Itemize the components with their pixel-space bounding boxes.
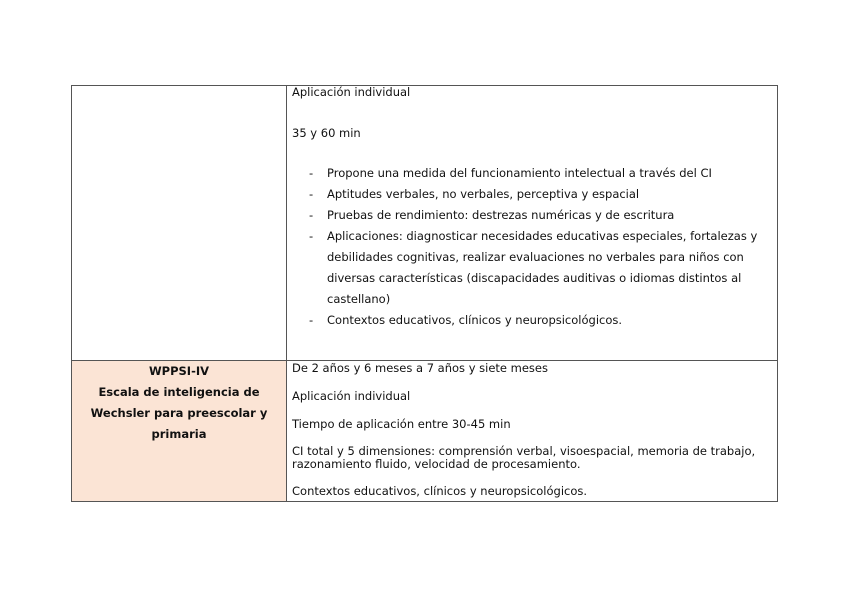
test-description-cell (287, 361, 778, 502)
list-item: - Aptitudes verbales, no verbales, perceptiva y espacial (287, 184, 777, 205)
dimensions: CI total y 5 dimensiones: comprensión verbal, visoespacial, memoria de trabajo, razonamiento fluido, velocidad de procesamiento. (292, 444, 756, 471)
application-time: Tiempo de aplicación entre 30-45 min (292, 417, 511, 431)
list-item: - Contextos educativos, clínicos y neuropsicológicos. (287, 310, 777, 331)
test-name-cell (72, 361, 287, 502)
application-type: Aplicación individual (292, 85, 411, 99)
test-name-cell-empty (72, 86, 287, 361)
test-code: WPPSI-IV (148, 364, 210, 378)
contexts: Contextos educativos, clínicos y neuropsicológicos. (292, 484, 588, 498)
age-range: De 2 años y 6 meses a 7 años y siete meses (292, 361, 548, 375)
list-item: - Propone una medida del funcionamiento intelectual a través del CI (287, 163, 777, 184)
application-type: Aplicación individual (292, 389, 411, 403)
table-row (72, 86, 778, 361)
table-row (72, 361, 778, 502)
duration: 35 y 60 min (292, 126, 361, 140)
feature-list (287, 163, 777, 331)
list-item: - Pruebas de rendimiento: destrezas numéricas y de escritura (287, 205, 777, 226)
test-description-cell (287, 86, 778, 361)
test-table (71, 85, 778, 502)
test-full-name: Escala de inteligencia de Wechsler para preescolar y primaria (90, 385, 268, 441)
list-item: - Aplicaciones: diagnosticar necesidades educativas especiales, fortalezas y debilidades cognitivas, realizar evaluaciones no verbales para niños con diversas características (discapacidades auditivas o idiomas distintos al castellano) (287, 226, 777, 310)
